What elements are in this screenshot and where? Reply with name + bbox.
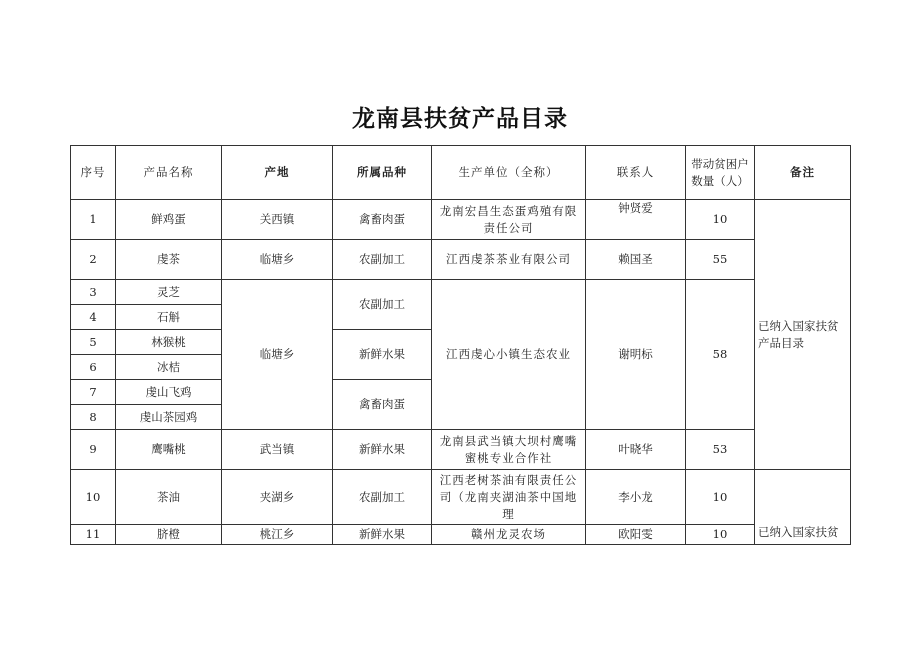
cell-category-group-a: 农副加工 [333, 280, 432, 330]
cell-contact: 叶晓华 [586, 430, 686, 470]
cell-category-group-c: 禽畜肉蛋 [333, 380, 432, 430]
cell-seq: 2 [71, 240, 116, 280]
table-row [71, 280, 851, 305]
header-households-line2: 数量（人） [691, 173, 749, 188]
cell-households: 10 [686, 525, 755, 545]
cell-name: 虔山茶园鸡 [116, 405, 222, 430]
cell-seq: 11 [71, 525, 116, 545]
cell-seq: 1 [71, 200, 116, 240]
cell-producer: 龙南县武当镇大坝村鹰嘴蜜桃专业合作社 [432, 430, 586, 470]
cell-producer: 江西老树茶油有限责任公司（龙南夹湖油茶中国地理 [432, 470, 586, 525]
cell-category: 农副加工 [333, 240, 432, 280]
table-row [71, 240, 851, 280]
cell-name: 茶油 [116, 470, 222, 525]
cell-contact-group: 谢明标 [586, 280, 686, 430]
cell-contact: 李小龙 [586, 470, 686, 525]
cell-households: 10 [686, 470, 755, 525]
header-contact: 联系人 [586, 146, 686, 200]
cell-name: 虔茶 [116, 240, 222, 280]
table-row [71, 470, 851, 525]
cell-origin: 关西镇 [222, 200, 333, 240]
cell-seq: 9 [71, 430, 116, 470]
cell-category-group-b: 新鲜水果 [333, 330, 432, 380]
cell-contact: 钟贤爱 [586, 200, 686, 240]
cell-seq: 8 [71, 405, 116, 430]
cell-name: 林猴桃 [116, 330, 222, 355]
table-row [71, 430, 851, 470]
cell-contact: 欧阳雯 [586, 525, 686, 545]
cell-name: 鲜鸡蛋 [116, 200, 222, 240]
cell-name: 灵芝 [116, 280, 222, 305]
page-title: 龙南县扶贫产品目录 [352, 106, 568, 132]
cell-households-group: 58 [686, 280, 755, 430]
cell-contact: 赖国圣 [586, 240, 686, 280]
table-row [71, 200, 851, 240]
cell-seq: 4 [71, 305, 116, 330]
cell-remarks-block2 [755, 470, 851, 545]
cell-producer-group: 江西虔心小镇生态农业 [432, 280, 586, 430]
cell-category: 禽畜肉蛋 [333, 200, 432, 240]
cell-seq: 10 [71, 470, 116, 525]
header-category: 所属品种 [333, 146, 432, 200]
cell-name: 脐橙 [116, 525, 222, 545]
header-name: 产品名称 [116, 146, 222, 200]
cell-households: 10 [686, 200, 755, 240]
cell-category: 新鲜水果 [333, 525, 432, 545]
cell-category: 农副加工 [333, 470, 432, 525]
cell-category: 新鲜水果 [333, 430, 432, 470]
cell-origin: 武当镇 [222, 430, 333, 470]
remarks-block2-text: 已纳入国家扶贫 [758, 525, 839, 539]
cell-name: 鹰嘴桃 [116, 430, 222, 470]
cell-seq: 3 [71, 280, 116, 305]
cell-name: 石斛 [116, 305, 222, 330]
cell-seq: 7 [71, 380, 116, 405]
product-table [70, 145, 851, 545]
cell-origin: 临塘乡 [222, 240, 333, 280]
cell-name: 虔山飞鸡 [116, 380, 222, 405]
header-seq: 序号 [71, 146, 116, 200]
header-origin: 产地 [222, 146, 333, 200]
cell-name: 冰桔 [116, 355, 222, 380]
cell-households: 53 [686, 430, 755, 470]
cell-origin-group: 临塘乡 [222, 280, 333, 430]
cell-households: 55 [686, 240, 755, 280]
header-households-line1: 带动贫困户 [691, 156, 749, 171]
table-row [71, 525, 851, 545]
cell-seq: 5 [71, 330, 116, 355]
cell-origin: 桃江乡 [222, 525, 333, 545]
header-producer: 生产单位（全称） [432, 146, 586, 200]
cell-producer: 赣州龙灵农场 [432, 525, 586, 545]
cell-origin: 夹湖乡 [222, 470, 333, 525]
header-row [71, 146, 851, 200]
header-households [686, 146, 755, 200]
cell-producer: 龙南宏昌生态蛋鸡殖有限责任公司 [432, 200, 586, 240]
cell-producer: 江西虔茶茶业有限公司 [432, 240, 586, 280]
cell-seq: 6 [71, 355, 116, 380]
header-remarks: 备注 [755, 146, 851, 200]
cell-remarks-block1: 已纳入国家扶贫产品目录 [755, 200, 851, 470]
